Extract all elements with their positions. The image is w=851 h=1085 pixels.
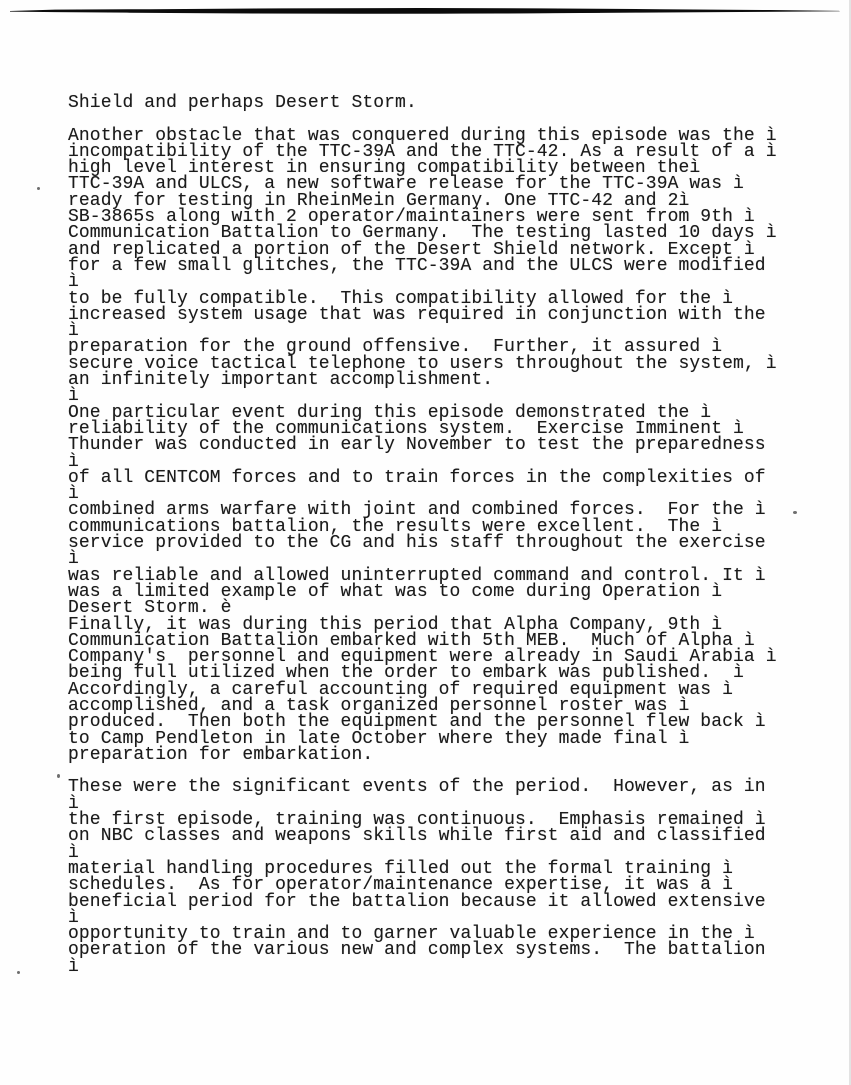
text-line: Another obstacle that was conquered during this episode was the ì [68, 125, 777, 146]
text-line: was a limited example of what was to come during Operation ì [68, 581, 723, 602]
text-line: produced. Then both the equipment and the personnel flew back ì [68, 712, 766, 733]
text-line: SB-3865s along with 2 operator/maintainers were sent from 9th ì [68, 207, 755, 228]
text-line: to Camp Pendleton in late October where they made final ì [68, 728, 690, 749]
text-line: ready for testing in RheinMein Germany. One TTC-42 and 2ì [68, 190, 690, 211]
text-line: on NBC classes and weapons skills while first aid and classified [68, 826, 766, 847]
text-line: ì [68, 272, 79, 293]
text-line: material handling procedures filled out the formal training ì [68, 858, 734, 879]
text-line: preparation for the ground offensive. Further, it assured ì [68, 337, 723, 358]
text-line: Thunder was conducted in early November to test the preparedness [68, 435, 766, 456]
text-line: high level interest in ensuring compatibility between theì [68, 158, 701, 179]
text-line: incompatibility of the TTC-39A and the TTC-42. As a result of a ì [68, 141, 777, 162]
text-line: of all CENTCOM forces and to train forces in the complexities of [68, 467, 766, 488]
scan-speck [57, 774, 60, 778]
text-line: ì [68, 907, 79, 928]
text-line: service provided to the CG and his staff throughout the exercise [68, 533, 766, 554]
text-line: Finally, it was during this period that Alpha Company, 9th ì [68, 614, 723, 635]
text-line: ì [68, 484, 79, 505]
text-line: to be fully compatible. This compatibility allowed for the ì [68, 288, 734, 309]
text-line: was reliable and allowed uninterrupted command and control. It ì [68, 565, 766, 586]
text-line: being full utilized when the order to embark was published. ì [68, 663, 744, 684]
text-line: and replicated a portion of the Desert Shield network. Except ì [68, 239, 755, 260]
scan-speck [37, 187, 40, 190]
text-line: the first episode, training was continuous. Emphasis remained ì [68, 810, 766, 831]
text-line: combined arms warfare with joint and combined forces. For the ì [68, 500, 766, 521]
text-line: TTC-39A and ULCS, a new software release for the TTC-39A was ì [68, 174, 744, 195]
text-line: opportunity to train and to garner valuable experience in the ì [68, 924, 755, 945]
text-line: secure voice tactical telephone to users throughout the system, ì [68, 353, 777, 374]
scan-speck [17, 971, 20, 974]
text-line: increased system usage that was required in conjunction with the [68, 304, 766, 325]
text-line: Communication Battalion to Germany. The testing lasted 10 days ì [68, 223, 777, 244]
text-line: ì [68, 793, 79, 814]
text-line: Accordingly, a careful accounting of required equipment was ì [68, 679, 734, 700]
scan-edge-top-line [0, 0, 851, 20]
text-line: for a few small glitches, the TTC-39A and the ULCS were modified [68, 255, 766, 276]
text-line: These were the significant events of the period. However, as in [68, 777, 766, 798]
text-line: operation of the various new and complex systems. The battalion [68, 940, 766, 961]
text-line: ì [68, 549, 79, 570]
text-line: preparation for embarkation. [68, 744, 374, 765]
text-line: ì [68, 451, 79, 472]
text-line: beneficial period for the battalion because it allowed extensive [68, 891, 766, 912]
scan-speck [793, 511, 797, 514]
text-line: an infinitely important accomplishment. [68, 370, 494, 391]
text-line: Desert Storm. è [68, 598, 232, 619]
text-line: ì [68, 321, 79, 342]
text-line: Communication Battalion embarked with 5th MEB. Much of Alpha ì [68, 630, 755, 651]
document-text [68, 95, 828, 975]
text-line: accomplished, and a task organized personnel roster was ì [68, 695, 690, 716]
text-line: One particular event during this episode demonstrated the ì [68, 402, 712, 423]
text-line: Company's personnel and equipment were already in Saudi Arabia ì [68, 647, 777, 668]
text-line: communications battalion, the results were excellent. The ì [68, 516, 723, 537]
text-line: reliability of the communications system. Exercise Imminent ì [68, 418, 744, 439]
text-line: ì [68, 842, 79, 863]
text-line: Shield and perhaps Desert Storm. [68, 93, 417, 113]
text-line: ì [68, 956, 79, 977]
text-line: ì [68, 386, 79, 407]
text-line: schedules. As for operator/maintenance expertise, it was a ì [68, 875, 734, 896]
